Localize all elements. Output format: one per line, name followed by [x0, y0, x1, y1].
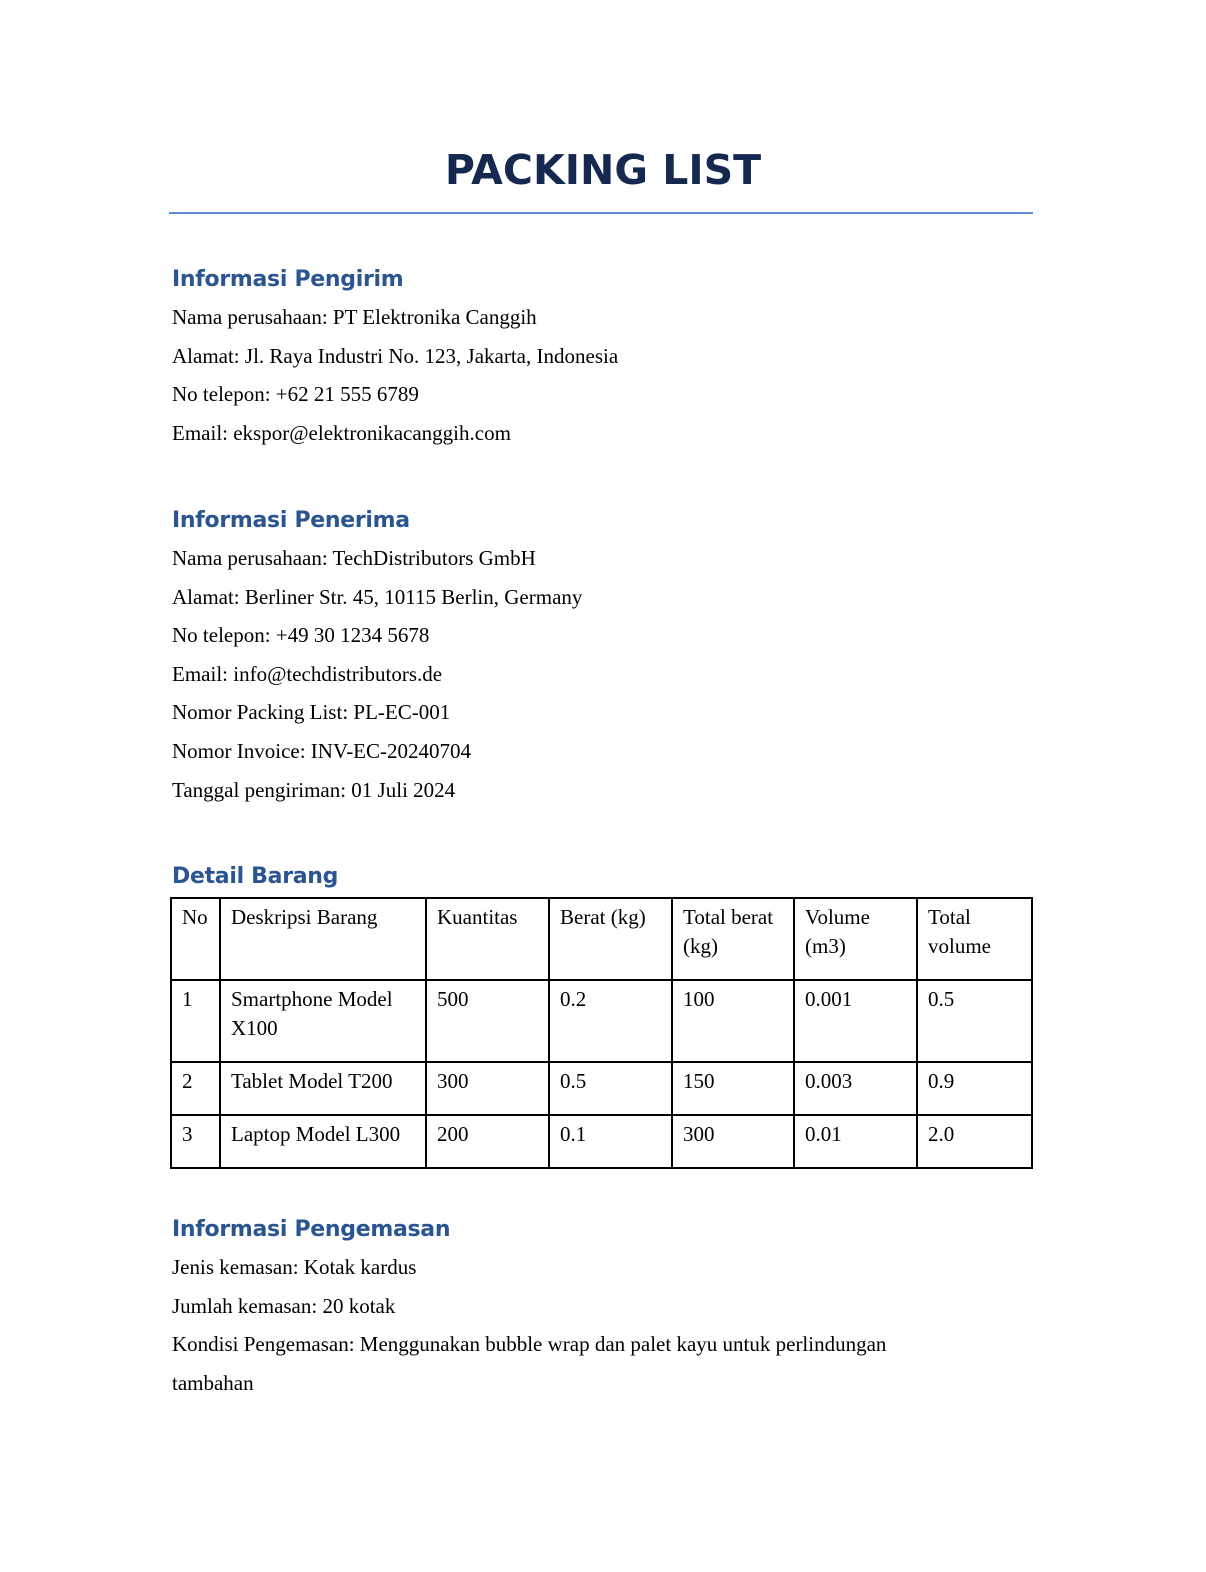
table-cell: 2.0 — [917, 1115, 1032, 1168]
column-header: Kuantitas — [426, 898, 549, 980]
table-cell: 0.01 — [794, 1115, 917, 1168]
package-condition: Kondisi Pengemasan: Menggunakan bubble wrap dan palet kayu untuk perlindungan — [172, 1332, 887, 1357]
invoice-number: Nomor Invoice: INV-EC-20240704 — [172, 738, 472, 763]
title-underline — [169, 212, 1033, 214]
shipping-date: Tanggal pengiriman: 01 Juli 2024 — [172, 777, 456, 802]
sender-email: Email: ekspor@elektronikacanggih.com — [172, 420, 511, 445]
column-header: No — [171, 898, 220, 980]
sender-heading: Informasi Pengirim — [172, 267, 404, 292]
table-cell: 0.9 — [917, 1062, 1032, 1115]
table-cell: 150 — [672, 1062, 794, 1115]
receiver-phone: No telepon: +49 30 1234 5678 — [172, 623, 430, 648]
table-header-row — [171, 898, 1032, 980]
table-row — [171, 1062, 1032, 1115]
table-row — [171, 980, 1032, 1062]
column-header: Deskripsi Barang — [220, 898, 426, 980]
table-cell: 1 — [171, 980, 220, 1062]
table-cell: 0.2 — [549, 980, 672, 1062]
table-cell: 0.1 — [549, 1115, 672, 1168]
sender-address: Alamat: Jl. Raya Industri No. 123, Jakarta, Indonesia — [172, 343, 619, 368]
sender-company: Nama perusahaan: PT Elektronika Canggih — [172, 305, 537, 329]
table-cell: 2 — [171, 1062, 220, 1115]
package-count: Jumlah kemasan: 20 kotak — [172, 1293, 396, 1318]
packaging-heading: Informasi Pengemasan — [172, 1217, 451, 1242]
table-cell: 0.5 — [917, 980, 1032, 1062]
items-table — [170, 897, 1033, 1169]
packing-list-number: Nomor Packing List: PL-EC-001 — [172, 700, 451, 725]
package-condition-continued: tambahan — [172, 1370, 254, 1395]
column-header: Total volume — [917, 898, 1032, 980]
table-cell: 0.5 — [549, 1062, 672, 1115]
table-cell: Smartphone Model X100 — [220, 980, 426, 1062]
document-title: PACKING LIST — [444, 146, 762, 194]
receiver-address: Alamat: Berliner Str. 45, 10115 Berlin, Germany — [172, 584, 583, 609]
table-cell: 300 — [426, 1062, 549, 1115]
column-header: Total berat (kg) — [672, 898, 794, 980]
package-type: Jenis kemasan: Kotak kardus — [172, 1255, 417, 1279]
table-cell: 0.003 — [794, 1062, 917, 1115]
receiver-heading: Informasi Penerima — [172, 508, 410, 533]
receiver-section — [172, 503, 1034, 809]
table-cell: Tablet Model T200 — [220, 1062, 426, 1115]
table-cell: 3 — [171, 1115, 220, 1168]
table-cell: 200 — [426, 1115, 549, 1168]
table-cell: 0.001 — [794, 980, 917, 1062]
details-section — [172, 859, 1034, 895]
column-header: Volume (m3) — [794, 898, 917, 980]
table-cell: 300 — [672, 1115, 794, 1168]
sender-section — [172, 262, 1034, 452]
receiver-company: Nama perusahaan: TechDistributors GmbH — [172, 546, 536, 570]
table-cell: Laptop Model L300 — [220, 1115, 426, 1168]
receiver-email: Email: info@techdistributors.de — [172, 661, 443, 686]
column-header: Berat (kg) — [549, 898, 672, 980]
table-cell: 100 — [672, 980, 794, 1062]
details-heading: Detail Barang — [172, 864, 339, 889]
table-row — [171, 1115, 1032, 1168]
sender-phone: No telepon: +62 21 555 6789 — [172, 382, 419, 407]
packaging-section — [172, 1212, 1034, 1402]
table-cell: 500 — [426, 980, 549, 1062]
